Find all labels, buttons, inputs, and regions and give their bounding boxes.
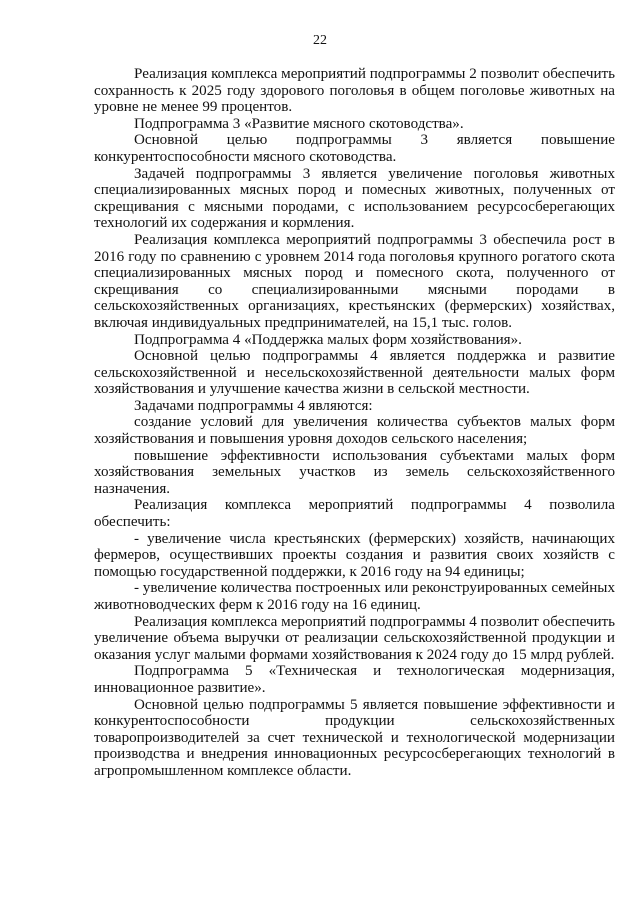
paragraph: Реализация комплекса мероприятий подпрограммы 2 позволит обеспечить сохранность к 2025 году здорового поголовья в общем поголовье животных на уровне не менее 99 процентов. xyxy=(94,66,615,116)
subprogram-heading: Подпрограмма 5 «Техническая и технологическая модернизация, инновационное развитие». xyxy=(94,663,615,696)
paragraph: Основной целью подпрограммы 3 является повышение конкурентоспособности мясного скотоводства. xyxy=(94,132,615,165)
paragraph: Задачами подпрограммы 4 являются: xyxy=(134,397,373,414)
document-body xyxy=(94,66,615,780)
list-item: - увеличение числа крестьянских (фермерских) хозяйств, начинающих фермеров, осуществивших проекты создания и развития своих хозяйств с помощью государственной поддержки, к 2016 году на 94 единицы; xyxy=(94,530,615,580)
paragraph: Задачей подпрограммы 3 является увеличение поголовья животных специализированных мясных пород и помесных животных, полученных от скрещивания с мясными породами, с использованием ресурсосберегающих технологий их содержания и кормления. xyxy=(94,165,615,232)
subprogram-heading: Подпрограмма 4 «Поддержка малых форм хозяйствования». xyxy=(134,331,522,348)
paragraph: Реализация комплекса мероприятий подпрограммы 4 позволила обеспечить: xyxy=(94,497,615,531)
list-item: повышение эффективности использования субъектами малых форм хозяйствования земельных участков из земель сельскохозяйственного назначения. xyxy=(94,447,615,497)
paragraph: Реализация комплекса мероприятий подпрограммы 3 обеспечила рост в 2016 году по сравнению с уровнем 2014 года поголовья крупного рогатого скота специализированных мясных пород и помесного скота, полученного от скрещивания со специализированными мясными породами в сельскохозяйственных организациях, крестьянских (фермерских) хозяйствах, включая индивидуальных предпринимателей, на 15,1 тыс. голов. xyxy=(94,231,615,331)
list-item: создание условий для увеличения количества субъектов малых форм хозяйствования и повышения уровня доходов сельского населения; xyxy=(94,414,615,448)
paragraph: Реализация комплекса мероприятий подпрограммы 4 позволит обеспечить увеличение объема выручки от реализации сельскохозяйственной продукции и оказания услуг малыми формами хозяйствования к 2024 году до 15 млрд рублей. xyxy=(94,613,615,663)
page-number: 22 xyxy=(313,33,327,48)
list-item: - увеличение количества построенных или реконструированных семейных животноводческих ферм к 2016 году на 16 единиц. xyxy=(94,580,615,613)
subprogram-heading: Подпрограмма 3 «Развитие мясного скотоводства». xyxy=(134,115,464,132)
paragraph: Основной целью подпрограммы 5 является повышение эффективности и конкурентоспособности продукции сельскохозяйственных товаропроизводителей за счет технической и технологической модернизации производства и внедрения инновационных ресурсосберегающих технологий в агропромышленном комплексе области. xyxy=(94,696,615,779)
paragraph: Основной целью подпрограммы 4 является поддержка и развитие сельскохозяйственной и несельскохозяйственной деятельности малых форм хозяйствования и улучшение качества жизни в сельской местности. xyxy=(94,348,615,398)
